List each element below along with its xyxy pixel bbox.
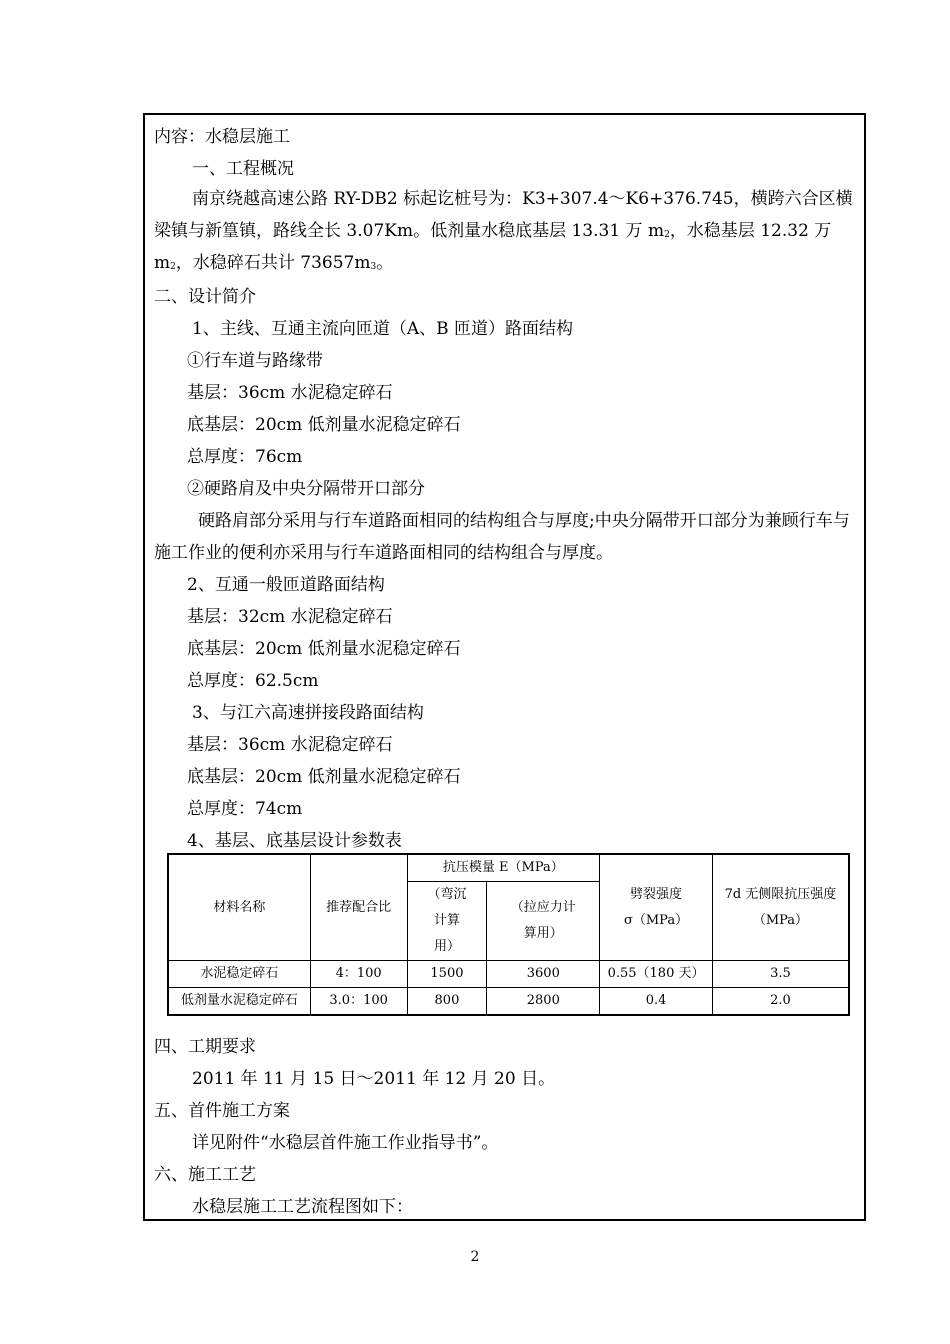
design-parameter-table <box>167 853 850 1016</box>
cell: 800 <box>407 988 487 1016</box>
section-1-title: 一、工程概况 <box>192 159 294 179</box>
content-label: 内容：水稳层施工 <box>154 127 290 147</box>
cell: 0.4 <box>600 988 713 1016</box>
subbase-layer-1: 底基层：20cm 低剂量水泥稳定碎石 <box>187 415 461 435</box>
subbase-layer-3: 底基层：20cm 低剂量水泥稳定碎石 <box>187 767 461 787</box>
schedule-text: 2011 年 11 月 15 日～2011 年 12 月 20 日。 <box>192 1069 556 1089</box>
first-piece-text: 详见附件“水稳层首件施工作业指导书”。 <box>192 1133 499 1153</box>
table-row <box>168 988 849 1016</box>
page-number: 2 <box>470 1249 480 1265</box>
cell: 2.0 <box>712 988 849 1016</box>
cell: 2800 <box>487 988 600 1016</box>
cell: 3.0：100 <box>310 988 407 1016</box>
cell: 3.5 <box>712 961 849 988</box>
base-layer-3: 基层：36cm 水泥稳定碎石 <box>187 735 393 755</box>
section-5-title: 五、首件施工方案 <box>154 1101 290 1121</box>
section-4-title: 四、工期要求 <box>154 1037 256 1057</box>
cell: 水泥稳定碎石 <box>168 961 310 988</box>
header-mix-ratio: 推荐配合比 <box>310 854 407 961</box>
item-hard-shoulder: ②硬路肩及中央分隔带开口部分 <box>187 479 425 499</box>
header-material: 材料名称 <box>168 854 310 961</box>
section-2-title: 二、设计简介 <box>154 287 256 307</box>
subsection-2-title: 2、互通一般匝道路面结构 <box>187 575 385 595</box>
subsection-4-title: 4、基层、底基层设计参数表 <box>187 831 402 851</box>
base-layer-1: 基层：36cm 水泥稳定碎石 <box>187 383 393 403</box>
header-modulus-deflection: （弯沉计算用） <box>407 882 487 961</box>
header-modulus: 抗压模量 E（MPa） <box>407 854 600 882</box>
content-frame <box>143 113 866 1221</box>
item-carriageway: ①行车道与路缘带 <box>187 351 323 371</box>
header-ucs: 7d 无侧限抗压强度 （MPa） <box>712 854 849 961</box>
cell: 4：100 <box>310 961 407 988</box>
total-thickness-1: 总厚度：76cm <box>187 447 303 467</box>
cell: 0.55（180 天） <box>600 961 713 988</box>
cell: 低剂量水泥稳定碎石 <box>168 988 310 1016</box>
section-6-title: 六、施工工艺 <box>154 1165 256 1185</box>
header-modulus-tensile: （拉应力计算用） <box>487 882 600 961</box>
section-1-paragraph: 南京绕越高速公路 RY-DB2 标起讫桩号为：K3+307.4～K6+376.745，横跨六合区横梁镇与新篁镇，路线全长 3.07Km。低剂量水稳底基层 13.31 万 $m^2$，水稳基层 12.32 万 $m^2$，水稳碎石共计 $73657m^3$。 <box>154 189 853 273</box>
subsection-1-title: 1、主线、互通主流向匝道（A、B 匝道）路面结构 <box>192 319 573 339</box>
table-row <box>168 961 849 988</box>
table-header-row <box>168 854 849 882</box>
subsection-3-title: 3、与江六高速拼接段路面结构 <box>192 703 424 723</box>
cell: 1500 <box>407 961 487 988</box>
cell: 3600 <box>487 961 600 988</box>
header-splitting-strength: 劈裂强度 σ（MPa） <box>600 854 713 961</box>
total-thickness-2: 总厚度：62.5cm <box>187 671 319 691</box>
base-layer-2: 基层：32cm 水泥稳定碎石 <box>187 607 393 627</box>
subbase-layer-2: 底基层：20cm 低剂量水泥稳定碎石 <box>187 639 461 659</box>
process-text: 水稳层施工工艺流程图如下： <box>192 1197 413 1217</box>
total-thickness-3: 总厚度：74cm <box>187 799 303 819</box>
hard-shoulder-paragraph: 硬路肩部分采用与行车道路面相同的结构组合与厚度;中央分隔带开口部分为兼顾行车与施工作业的便利亦采用与行车道路面相同的结构组合与厚度。 <box>154 511 850 563</box>
